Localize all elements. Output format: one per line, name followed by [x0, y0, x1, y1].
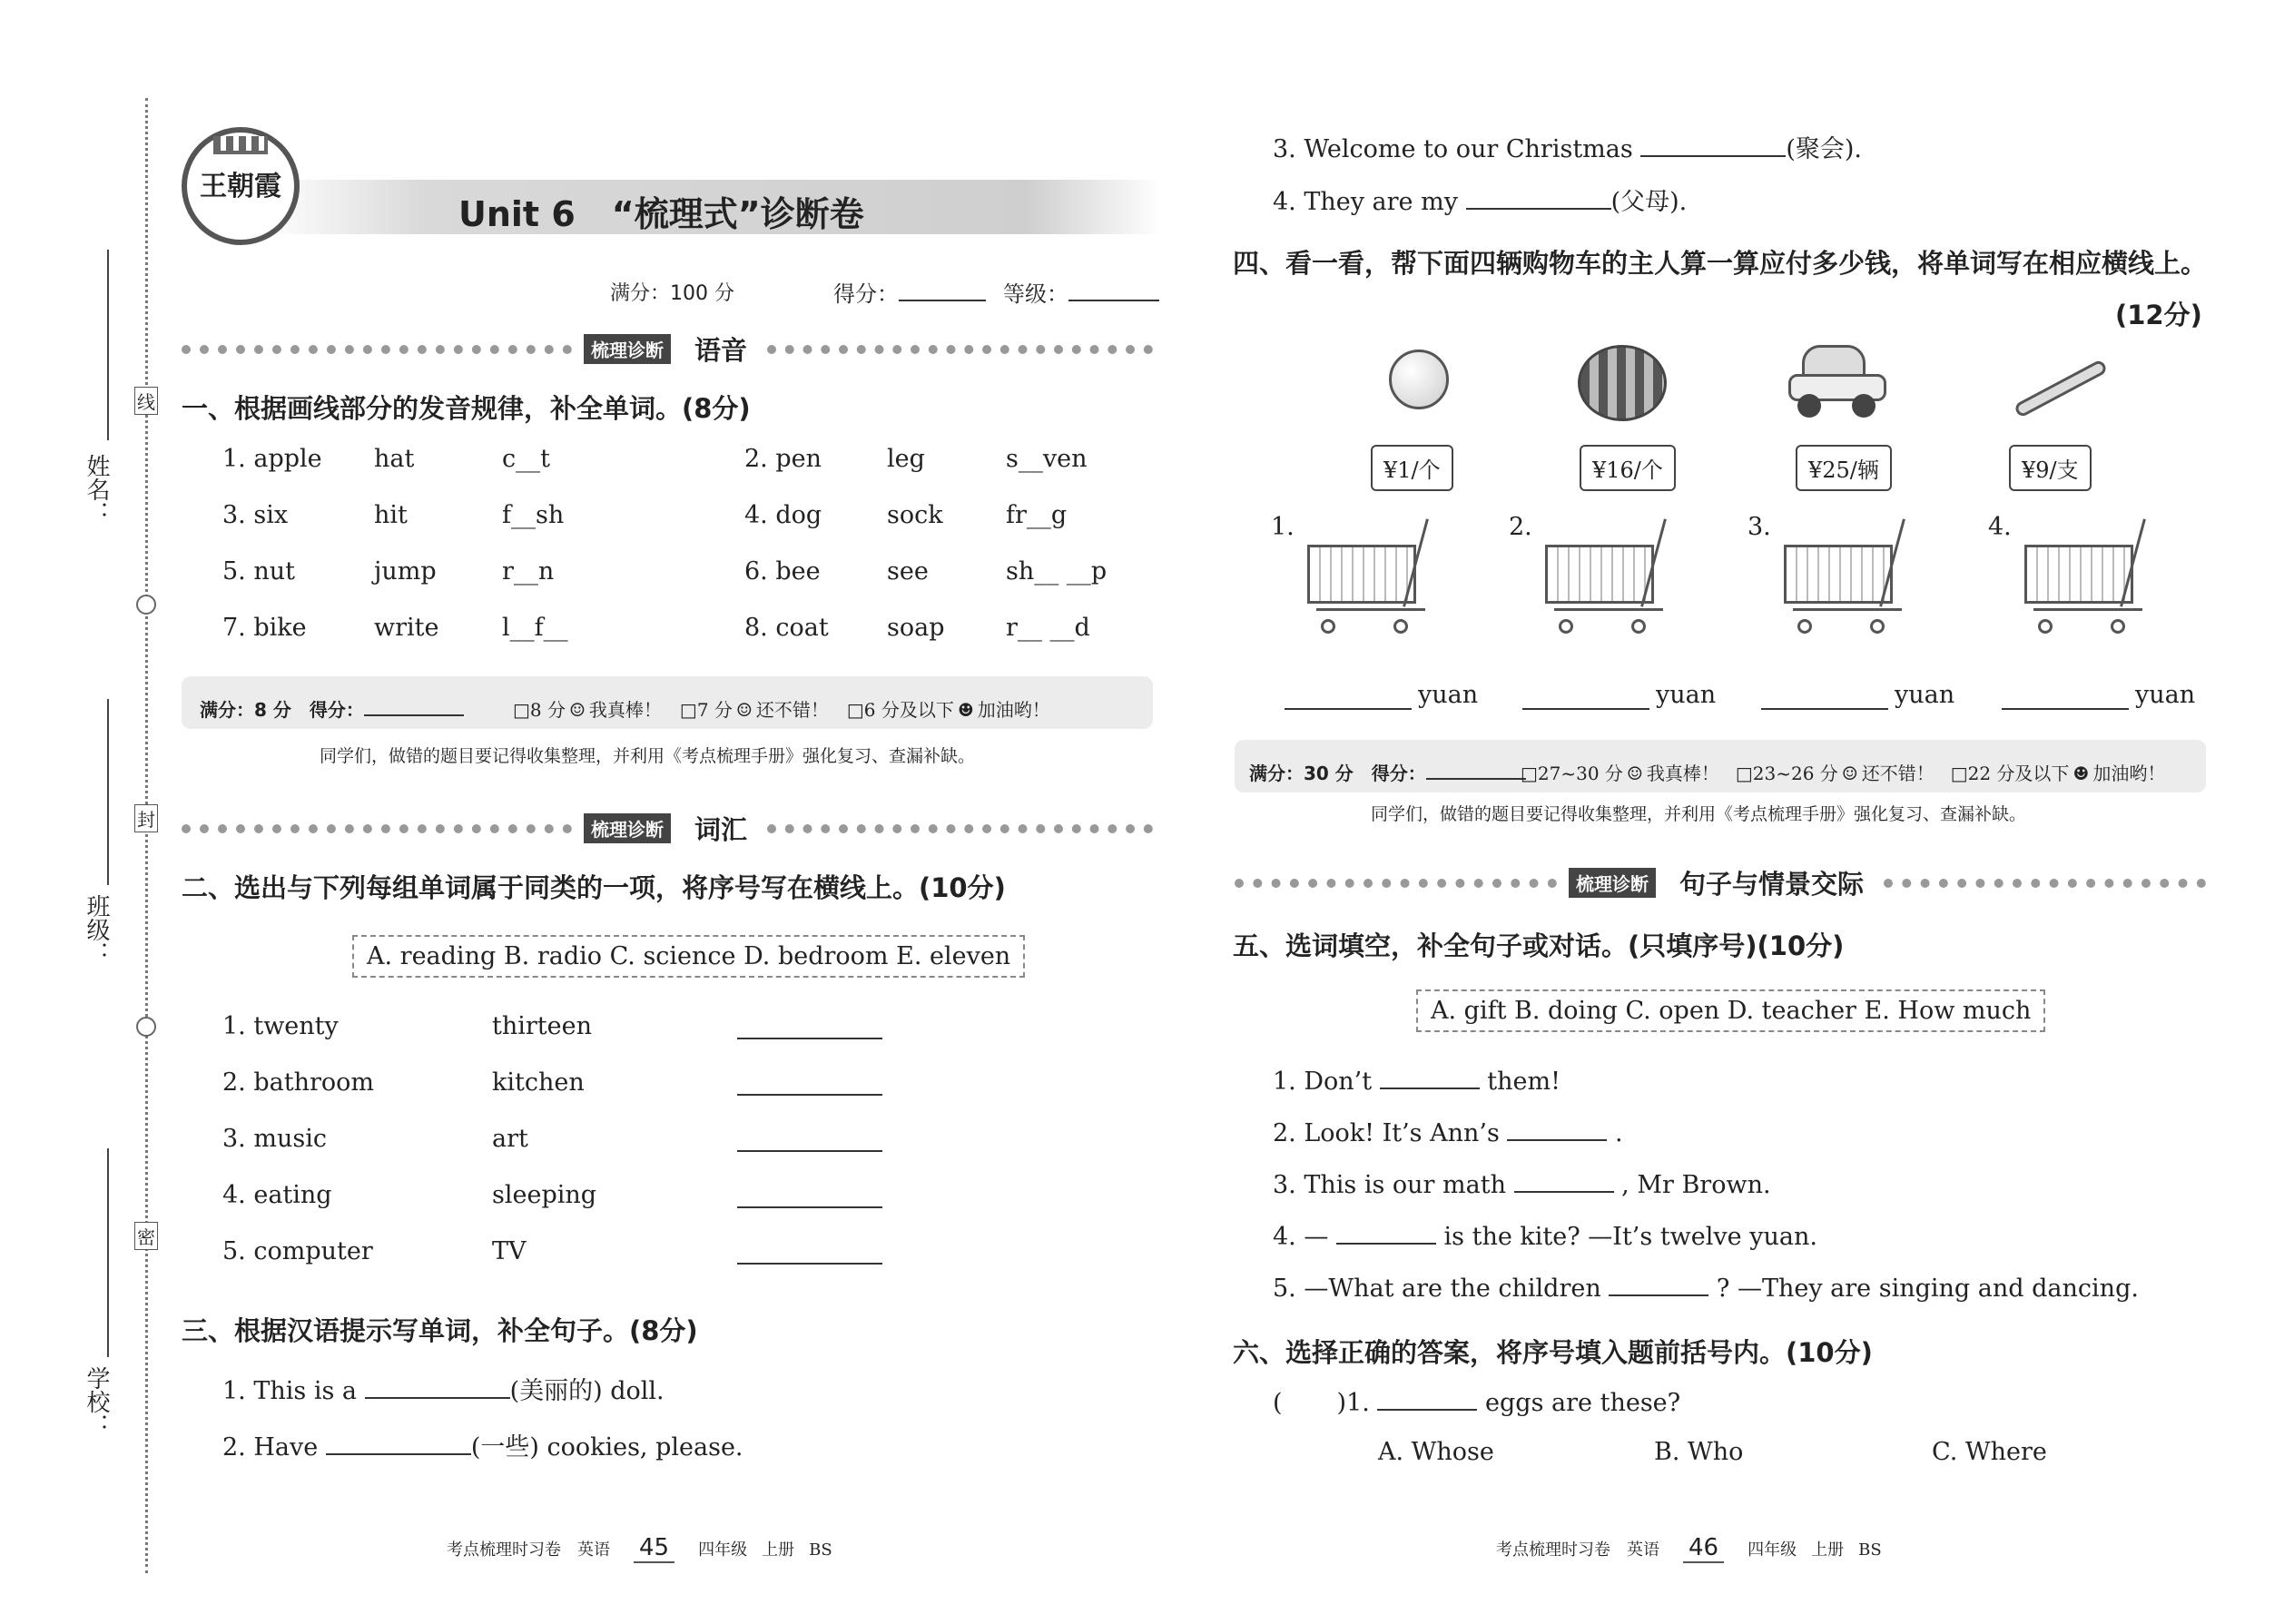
q1-word: 5. nut: [222, 557, 295, 586]
q6-title: 六、选择正确的答案，将序号填入题前括号内。(10分): [1233, 1337, 1873, 1368]
q5-item: 2. Look! It’s Ann’s .: [1273, 1119, 1623, 1147]
q5-options: A. gift B. doing C. open D. teacher E. How much: [1416, 989, 2045, 1032]
binding-line: [145, 98, 148, 1573]
q1-word: 1. apple: [222, 445, 322, 473]
full-score: 满分：100 分: [610, 282, 734, 305]
q1-word: 3. six: [222, 501, 289, 529]
name-line: [107, 250, 109, 440]
price-tag: ¥25/辆: [1796, 445, 1892, 491]
q5-item: 3. This is our math , Mr Brown.: [1273, 1171, 1771, 1199]
q1-word: fr__g: [1006, 501, 1068, 529]
cart-answer-blank[interactable]: [1522, 708, 1649, 710]
q2-word: 3. music: [222, 1125, 327, 1153]
q3-blank-4[interactable]: [1466, 186, 1611, 210]
school-label: 学校：: [83, 1366, 110, 1437]
q1-word: soap: [887, 614, 945, 642]
q3-item-3: 3. Welcome to our Christmas (聚会).: [1273, 135, 1862, 163]
cart-number: 4.: [1988, 513, 2012, 541]
q1-word: leg: [887, 445, 925, 473]
q6-option-b: B. Who: [1654, 1438, 1744, 1466]
q2-options: A. reading B. radio C. science D. bedroom E. eleven: [352, 935, 1025, 978]
name-label: 姓名：: [83, 454, 110, 525]
cheer-icon: ☻: [2072, 763, 2090, 784]
page-number: 45: [634, 1534, 674, 1563]
q6-option-c: C. Where: [1932, 1438, 2047, 1466]
divider: [1235, 879, 1557, 888]
q1-word: 8. coat: [744, 614, 829, 642]
class-label: 班级：: [83, 894, 110, 965]
q4-title: 四、看一看，帮下面四辆购物车的主人算一算应付多少钱，将单词写在相应横线上。: [1233, 248, 2208, 279]
q1-word: jump: [374, 557, 437, 586]
q1-word: r__ __d: [1006, 614, 1090, 642]
q4-bar: 满分：30 分 得分：: [1249, 759, 1526, 785]
q1-word: 4. dog: [744, 501, 822, 529]
q5-blank[interactable]: [1507, 1117, 1607, 1141]
score-label: 得分：: [833, 276, 986, 308]
neutral-icon: ☺: [735, 699, 753, 721]
apple-icon: [1389, 349, 1449, 409]
page-title: [458, 186, 864, 236]
seal-line-text: 线: [134, 387, 158, 415]
q1-word: f__sh: [502, 501, 565, 529]
section-title: 词汇: [694, 814, 748, 845]
page-number: 46: [1683, 1534, 1724, 1563]
footer-left: 考点梳理时习卷 英语 45 四年级 上册 BS: [447, 1534, 832, 1561]
binding-hole-icon: [136, 1017, 156, 1037]
grade-label: 等级：: [1003, 276, 1159, 308]
q2-word: 1. twenty: [222, 1012, 339, 1040]
note-text: 同学们，做错的题目要记得收集整理，并利用《考点梳理手册》强化复习、查漏补缺。: [320, 746, 976, 766]
divider: [1884, 879, 2206, 888]
brand-logo: [182, 127, 300, 245]
shopping-cart-icon: [1307, 517, 1448, 649]
smile-icon: ☺: [1626, 763, 1643, 784]
cheer-icon: ☻: [957, 699, 974, 721]
q3-blank-1[interactable]: [365, 1375, 510, 1399]
q3-item-2: 2. Have (一些) cookies, please.: [222, 1433, 743, 1462]
class-line: [107, 699, 109, 885]
q5-item: 1. Don’t them!: [1273, 1068, 1561, 1096]
cart-number: 1.: [1271, 513, 1295, 541]
smile-icon: ☺: [568, 699, 586, 721]
q2-word: TV: [492, 1237, 527, 1265]
q4-points: (12分): [2115, 300, 2202, 330]
q6-option-a: A. Whose: [1378, 1438, 1494, 1466]
q1-word: s__ven: [1006, 445, 1088, 473]
cart-answer-blank[interactable]: [1761, 708, 1888, 710]
q5-title: 五、选词填空，补全句子或对话。(只填序号)(10分): [1233, 930, 1845, 961]
divider: [767, 824, 1153, 833]
section-title: 句子与情景交际: [1679, 869, 1865, 900]
q3-blank-3[interactable]: [1640, 133, 1786, 157]
q1-rating: □8 分 ☺ 我真棒！ □7 分 ☺ 还不错！ □6 分及以下 ☻ 加油哟！: [513, 699, 1050, 721]
q2-word: 2. bathroom: [222, 1068, 374, 1097]
crown-icon: [213, 136, 268, 154]
brand-logo-text: 王朝霞: [200, 171, 281, 202]
price-tag: ¥9/支: [2009, 445, 2092, 491]
q1-word: c__t: [502, 445, 550, 473]
divider: [767, 345, 1153, 354]
cart-answer-blank[interactable]: [2002, 708, 2129, 710]
q1-word: 6. bee: [744, 557, 821, 586]
q4-rating: □27~30 分 ☺ 我真棒！ □23~26 分 ☺ 还不错！ □22 分及以下 ☻ 加油哟！: [1521, 763, 2166, 784]
q1-word: hat: [374, 445, 415, 473]
q3-title: 三、根据汉语提示写单词，补全句子。(8分): [182, 1315, 698, 1346]
q5-blank[interactable]: [1514, 1169, 1614, 1193]
section-title: 语音: [694, 335, 748, 366]
unit-number: Unit 6: [458, 194, 576, 234]
q6-answer-paren[interactable]: ( ): [1273, 1389, 1347, 1417]
q3-item-1: 1. This is a (美丽的) doll.: [222, 1377, 665, 1405]
divider: [182, 824, 572, 833]
q1-word: r__n: [502, 557, 555, 586]
q4-score-field[interactable]: [1426, 763, 1526, 780]
yuan-label: yuan: [1895, 681, 1955, 709]
q1-word: sh__ __p: [1006, 557, 1108, 586]
q1-word: hit: [374, 501, 408, 529]
q1-title: 一、根据画线部分的发音规律，补全单词。(8分): [182, 393, 751, 424]
yuan-label: yuan: [1418, 681, 1479, 709]
q1-word: 7. bike: [222, 614, 307, 642]
price-tag: ¥1/个: [1371, 445, 1453, 491]
q6-question: ( )1. eggs are these?: [1273, 1389, 1681, 1417]
section-tag: 梳理诊断: [1569, 868, 1656, 898]
q2-word: art: [492, 1125, 528, 1153]
cart-number: 2.: [1509, 513, 1532, 541]
seal-secret-text: 密: [134, 1222, 158, 1250]
neutral-icon: ☺: [1841, 763, 1858, 784]
school-line: [107, 1148, 109, 1357]
q2-word: 4. eating: [222, 1181, 332, 1209]
price-tag: ¥16/个: [1580, 445, 1676, 491]
q2-answer-blank[interactable]: [737, 1094, 882, 1096]
pen-icon: [2013, 359, 2109, 418]
q1-word: sock: [887, 501, 943, 529]
yuan-label: yuan: [2135, 681, 2196, 709]
seal-seal-text: 封: [134, 804, 158, 832]
cart-number: 3.: [1748, 513, 1771, 541]
q1-word: 2. pen: [744, 445, 822, 473]
q2-title: 二、选出与下列每组单词属于同类的一项，将序号写在横线上。(10分): [182, 872, 1006, 903]
q1-word: l__f__: [502, 614, 568, 642]
footer-right: 考点梳理时习卷 英语 46 四年级 上册 BS: [1496, 1534, 1882, 1561]
q2-word: kitchen: [492, 1068, 585, 1097]
score-field[interactable]: [899, 278, 986, 301]
q2-word: thirteen: [492, 1012, 592, 1040]
q2-answer-blank[interactable]: [737, 1038, 882, 1039]
q5-item: 5. —What are the children ? —They are singing and dancing.: [1273, 1275, 2139, 1303]
q1-bar: 满分：8 分 得分：: [200, 695, 464, 722]
title-text: “梳理式”诊断卷: [611, 194, 864, 234]
section-tag: 梳理诊断: [584, 334, 671, 364]
yuan-label: yuan: [1656, 681, 1717, 709]
q5-blank[interactable]: [1609, 1273, 1708, 1296]
q2-word: 5. computer: [222, 1237, 373, 1265]
shopping-cart-icon: [2024, 517, 2165, 649]
divider: [182, 345, 572, 354]
q5-blank[interactable]: [1380, 1066, 1480, 1089]
q1-word: see: [887, 557, 929, 586]
note-text: 同学们，做错的题目要记得收集整理，并利用《考点梳理手册》强化复习、查漏补缺。: [1371, 804, 2027, 824]
watermelon-icon: [1578, 345, 1667, 421]
q2-word: sleeping: [492, 1181, 597, 1209]
binding-hole-icon: [136, 595, 156, 615]
q5-blank[interactable]: [1336, 1221, 1436, 1245]
q3-blank-2[interactable]: [326, 1432, 471, 1455]
cart-answer-blank[interactable]: [1285, 708, 1412, 710]
q6-blank[interactable]: [1377, 1387, 1477, 1411]
grade-field[interactable]: [1068, 278, 1159, 301]
q2-answer-blank[interactable]: [737, 1150, 882, 1152]
q2-answer-blank[interactable]: [737, 1263, 882, 1265]
section-tag: 梳理诊断: [584, 813, 671, 843]
q5-item: 4. — is the kite? —It’s twelve yuan.: [1273, 1223, 1817, 1251]
q1-word: write: [374, 614, 439, 642]
q3-item-4: 4. They are my (父母).: [1273, 188, 1688, 216]
q1-score-field[interactable]: [364, 700, 464, 716]
q2-answer-blank[interactable]: [737, 1206, 882, 1208]
shopping-cart-icon: [1545, 517, 1686, 649]
toy-car-icon: [1788, 345, 1888, 419]
shopping-cart-icon: [1784, 517, 1925, 649]
